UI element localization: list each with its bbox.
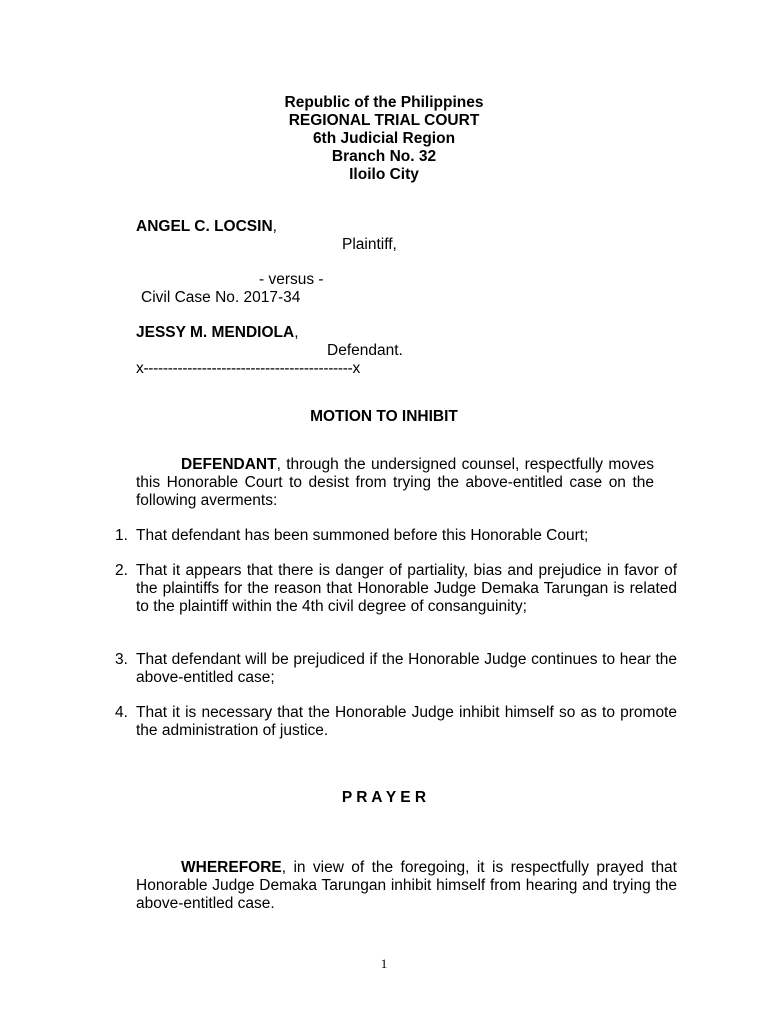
header-city: Iloilo City bbox=[349, 166, 419, 183]
prayer-lead: WHEREFORE bbox=[181, 859, 282, 876]
plaintiff-line bbox=[136, 218, 277, 236]
motion-title: MOTION TO INHIBIT bbox=[310, 408, 458, 425]
averment-text: That defendant has been summoned before this Honorable Court; bbox=[136, 527, 589, 544]
averment-text: That it is necessary that the Honorable Judge inhibit himself so as to promote the administration of justice. bbox=[136, 704, 677, 739]
plaintiff-role: Plaintiff, bbox=[342, 236, 397, 253]
averment-number: 2. bbox=[115, 562, 128, 579]
intro-lead: DEFENDANT bbox=[181, 456, 277, 473]
header-region: 6th Judicial Region bbox=[312, 130, 456, 147]
defendant-comma: , bbox=[294, 324, 299, 341]
averment-number: 3. bbox=[115, 651, 128, 668]
averment-number: 1. bbox=[115, 527, 128, 544]
case-number: Civil Case No. 2017-34 bbox=[141, 289, 301, 306]
versus-label: - versus - bbox=[259, 271, 324, 288]
plaintiff-name: ANGEL C. LOCSIN bbox=[136, 218, 273, 235]
header-branch: Branch No. 32 bbox=[331, 148, 437, 165]
court-header bbox=[0, 94, 768, 184]
averment-number: 4. bbox=[115, 704, 128, 721]
intro-paragraph bbox=[136, 456, 654, 510]
prayer-heading: P R A Y E R bbox=[341, 789, 427, 806]
page-number: 1 bbox=[380, 956, 388, 971]
averment-text: That it appears that there is danger of partiality, bias and prejudice in favor of the plaintiffs for the reason that Honorable Judge Demaka Tarungan is related to the plaintiff within the 4th civil degree of consanguinity; bbox=[136, 562, 677, 615]
defendant-role: Defendant. bbox=[327, 342, 403, 359]
header-republic: Republic of the Philippines bbox=[284, 94, 484, 111]
defendant-line bbox=[136, 324, 299, 342]
intro-text: , through the undersigned counsel, respectfully moves this Honorable Court to desist from trying the above-entitled case on the following averments: bbox=[136, 456, 654, 509]
prayer-paragraph bbox=[136, 859, 677, 913]
averment-text: That defendant will be prejudiced if the Honorable Judge continues to hear the above-entitled case; bbox=[136, 651, 677, 686]
prayer-text: , in view of the foregoing, it is respectfully prayed that Honorable Judge Demaka Tarungan inhibit himself from hearing and trying the above-entitled case. bbox=[136, 859, 677, 912]
caption-separator: x-------------------------------------------x bbox=[136, 360, 360, 377]
defendant-name: JESSY M. MENDIOLA bbox=[136, 324, 295, 341]
plaintiff-comma: , bbox=[272, 218, 277, 235]
header-court: REGIONAL TRIAL COURT bbox=[288, 112, 480, 129]
